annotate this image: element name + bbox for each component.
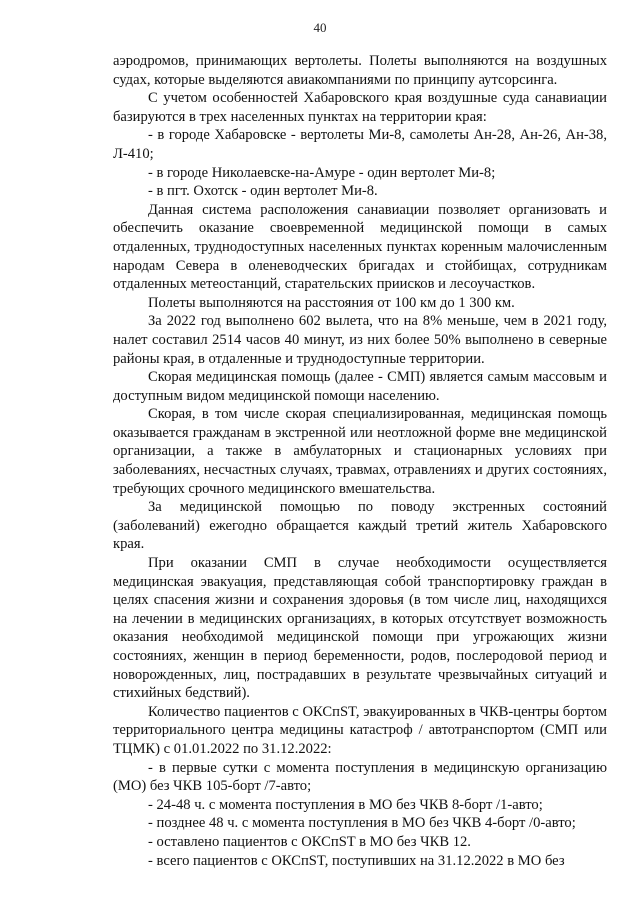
paragraph: С учетом особенностей Хабаровского края воздушные суда санавиации базируются в трех населенных пунктах на территории края: — [113, 90, 607, 125]
paragraph: - в городе Хабаровске - вертолеты Ми-8, самолеты Ан-28, Ан-26, Ан-38, Л-410; — [113, 127, 607, 162]
page-number: 40 — [313, 20, 327, 35]
paragraph: Количество пациентов с ОКСпST, эвакуированных в ЧКВ-центры бортом территориального центра медицины катастроф / автотранспортом (СМП или ТЦМК) с 01.01.2022 по 31.12.2022: — [113, 703, 607, 757]
paragraph: - оставлено пациентов с ОКСпST в МО без ЧКВ 12. — [148, 833, 471, 850]
paragraph: - 24-48 ч. с момента поступления в МО без ЧКВ 8-борт /1-авто; — [148, 796, 543, 813]
paragraph: За 2022 год выполнено 602 вылета, что на 8% меньше, чем в 2021 году, налет составил 2514 часов 40 минут, из них более 50% выполнено в северные районы края, в отдаленные и труднодоступные территории. — [113, 313, 607, 367]
paragraph: Данная система расположения санавиации позволяет организовать и обеспечить оказание своевременной медицинской помощи в самых отдаленных, труднодоступных населенных пунктах коренным малочисленным народам Севера в оленеводческих бригадах и стойбищах, сотрудникам отдаленных метеостанций, старательских приисков и лесоучастков. — [113, 201, 607, 293]
paragraph: Полеты выполняются на расстояния от 100 км до 1 300 км. — [148, 294, 515, 311]
paragraph: Скорая медицинская помощь (далее - СМП) является самым массовым и доступным видом медицинской помощи населению. — [113, 369, 607, 404]
document-body — [113, 52, 607, 870]
paragraph: - в первые сутки с момента поступления в медицинскую организацию (МО) без ЧКВ 105-борт /7-авто; — [113, 759, 607, 795]
paragraph: - в городе Николаевске-на-Амуре - один вертолет Ми-8; — [148, 164, 496, 181]
paragraph: - позднее 48 ч. с момента поступления в МО без ЧКВ 4-борт /0-авто; — [148, 815, 576, 832]
paragraph: - всего пациентов с ОКСпST, поступивших на 31.12.2022 в МО без — [148, 852, 565, 869]
paragraph: - в пгт. Охотск - один вертолет Ми-8. — [148, 183, 378, 200]
paragraph: При оказании СМП в случае необходимости осуществляется медицинская эвакуация, представляющая собой транспортировку граждан в целях спасения жизни и сохранения здоровья (в том числе лиц, находящихся на лечении в медицинских организациях, в которых отсутствует возможность оказания необходимой медицинской помощи при угрожающих жизни состояниях, женщин в период беременности, родов, послеродовой период и новорожденных, лиц, пострадавших в результате чрезвычайных ситуаций и стихийных бедствий). — [113, 555, 607, 702]
paragraph: За медицинской помощью по поводу экстренных состояний (заболеваний) ежегодно обращается каждый третий житель Хабаровского края. — [113, 499, 607, 553]
paragraph: Скорая, в том числе скорая специализированная, медицинская помощь оказывается гражданам в экстренной или неотложной форме вне медицинской организации, а также в амбулаторных и стационарных условиях при заболеваниях, несчастных случаях, травмах, отравлениях и других состояниях, требующих срочного медицинского вмешательства. — [113, 406, 607, 497]
paragraph: аэродромов, принимающих вертолеты. Полеты выполняются на воздушных судах, которые выделяются авиакомпаниями по принципу аутсорсинга. — [113, 53, 607, 88]
